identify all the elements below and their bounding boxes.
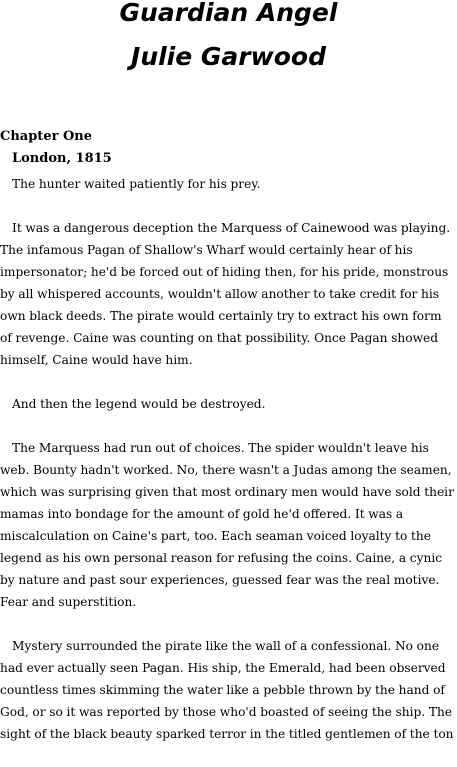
paragraph: And then the legend would be destroyed. bbox=[12, 397, 266, 411]
chapter-body bbox=[0, 173, 457, 767]
paragraph: The Marquess had run out of choices. The spider wouldn't leave his web. Bounty hadn't worked. No, there wasn't a Judas among the seamen, which was surprising given that most ordinary men would have sold their mamas into bondage for the amount of gold he'd offered. It was a miscalculation on Caine's part, too. Each seaman voiced loyalty to the legend as his own personal reason for refusing the coins. Caine, a cynic by nature and past sour experiences, guessed fear was the real motive. Fear and superstition. bbox=[0, 441, 454, 609]
chapter-place-date: London, 1815 bbox=[12, 151, 112, 166]
paragraph: Mystery surrounded the pirate like the wall of a confessional. No one had ever actually seen Pagan. His ship, the Emerald, had been observed countless times skimming the water like a pebble thrown by the hand of God, or so it was reported by those who'd boasted of seeing the ship. The sight of the black beauty sparked terror in the titled gentlemen of the ton bbox=[0, 639, 454, 741]
book-title: Guardian Angel bbox=[119, 0, 338, 27]
book-author: Julie Garwood bbox=[131, 42, 326, 71]
paragraph: The hunter waited patiently for his prey. bbox=[12, 177, 261, 191]
paragraph: It was a dangerous deception the Marquess of Cainewood was playing. The infamous Pagan of Shallow's Wharf would certainly hear of his impersonator; he'd be forced out of hiding then, for his pride, monstrous by all whispered accounts, wouldn't allow another to take credit for his own black deeds. The pirate would certainly try to extract his own form of revenge. Caine was counting on that possibility. Once Pagan showed himself, Caine would have him. bbox=[0, 221, 451, 367]
chapter-heading: Chapter One bbox=[0, 129, 93, 144]
